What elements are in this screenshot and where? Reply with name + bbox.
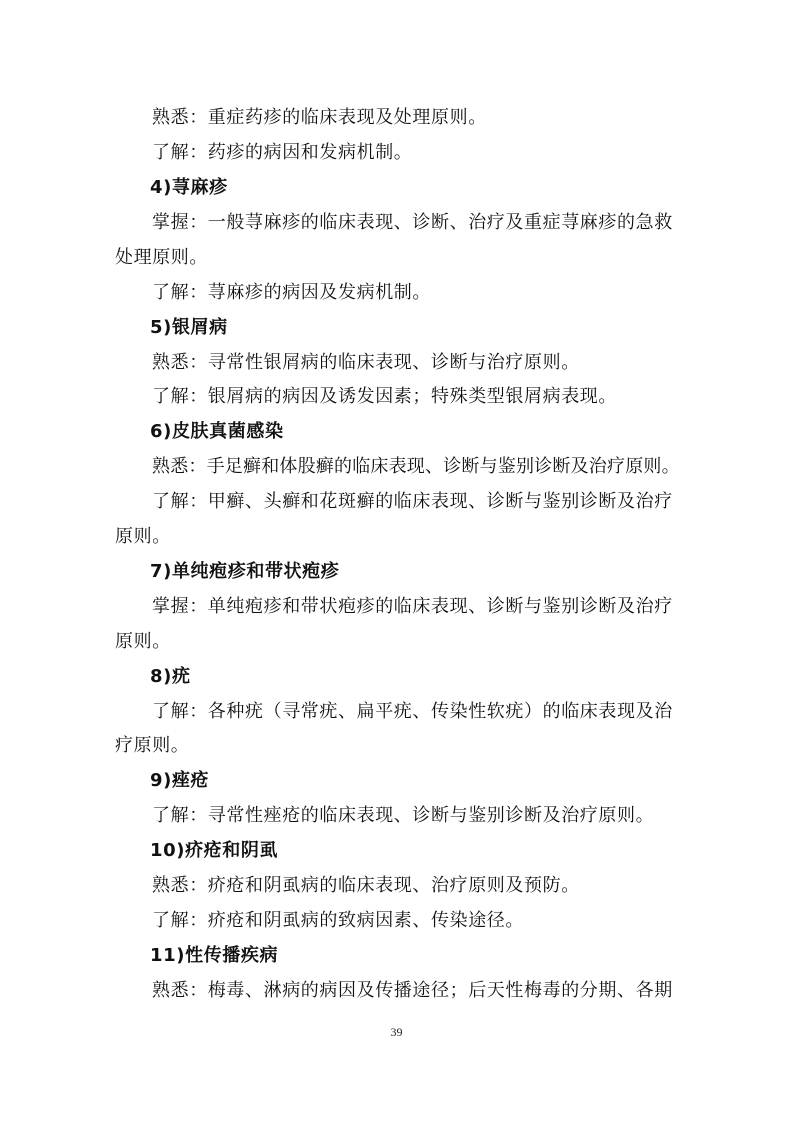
paragraph-line: 了解：银屑病的病因及诱发因素；特殊类型银屑病表现。 — [152, 386, 617, 407]
section-heading: 5)银屑病 — [150, 317, 228, 338]
section-heading: 8)疣 — [150, 666, 191, 687]
paragraph-line: 疗原则。 — [115, 735, 190, 756]
paragraph-line: 掌握：一般荨麻疹的临床表现、诊断、治疗及重症荨麻疹的急救 — [152, 212, 673, 233]
paragraph-line: 了解：药疹的病因和发病机制。 — [152, 142, 413, 163]
section-heading: 10)疥疮和阴虱 — [150, 840, 279, 861]
section-heading: 6)皮肤真菌感染 — [150, 421, 284, 442]
paragraph-line: 掌握：单纯疱疹和带状疱疹的临床表现、诊断与鉴别诊断及治疗 — [152, 596, 673, 617]
section-heading: 4)荨麻疹 — [150, 177, 228, 198]
paragraph-line: 熟悉：寻常性银屑病的临床表现、诊断与治疗原则。 — [152, 352, 580, 373]
paragraph-line: 了解：疥疮和阴虱病的致病因素、传染途径。 — [152, 910, 524, 931]
paragraph-line: 了解：荨麻疹的病因及发病机制。 — [152, 282, 431, 303]
section-heading: 7)单纯疱疹和带状疱疹 — [150, 561, 340, 582]
section-heading: 9)痤疮 — [150, 770, 210, 791]
paragraph-line: 熟悉：手足癣和体股癣的临床表现、诊断与鉴别诊断及治疗原则。 — [152, 456, 680, 477]
paragraph-line: 了解：甲癣、头癣和花斑癣的临床表现、诊断与鉴别诊断及治疗 — [152, 491, 673, 512]
paragraph-line: 了解：寻常性痤疮的临床表现、诊断与鉴别诊断及治疗原则。 — [152, 805, 655, 826]
paragraph-line: 了解：各种疣（寻常疣、扁平疣、传染性软疣）的临床表现及治 — [152, 701, 673, 722]
page-number: 39 — [390, 1025, 403, 1039]
paragraph-line: 熟悉：疥疮和阴虱病的临床表现、治疗原则及预防。 — [152, 875, 580, 896]
paragraph-line: 熟悉：重症药疹的临床表现及处理原则。 — [152, 107, 487, 128]
paragraph-line: 原则。 — [115, 526, 171, 547]
paragraph-line: 熟悉：梅毒、淋病的病因及传播途径；后天性梅毒的分期、各期 — [152, 980, 673, 1001]
section-heading: 11)性传播疾病 — [150, 945, 279, 966]
paragraph-line: 原则。 — [115, 631, 171, 652]
paragraph-line: 处理原则。 — [115, 247, 208, 268]
